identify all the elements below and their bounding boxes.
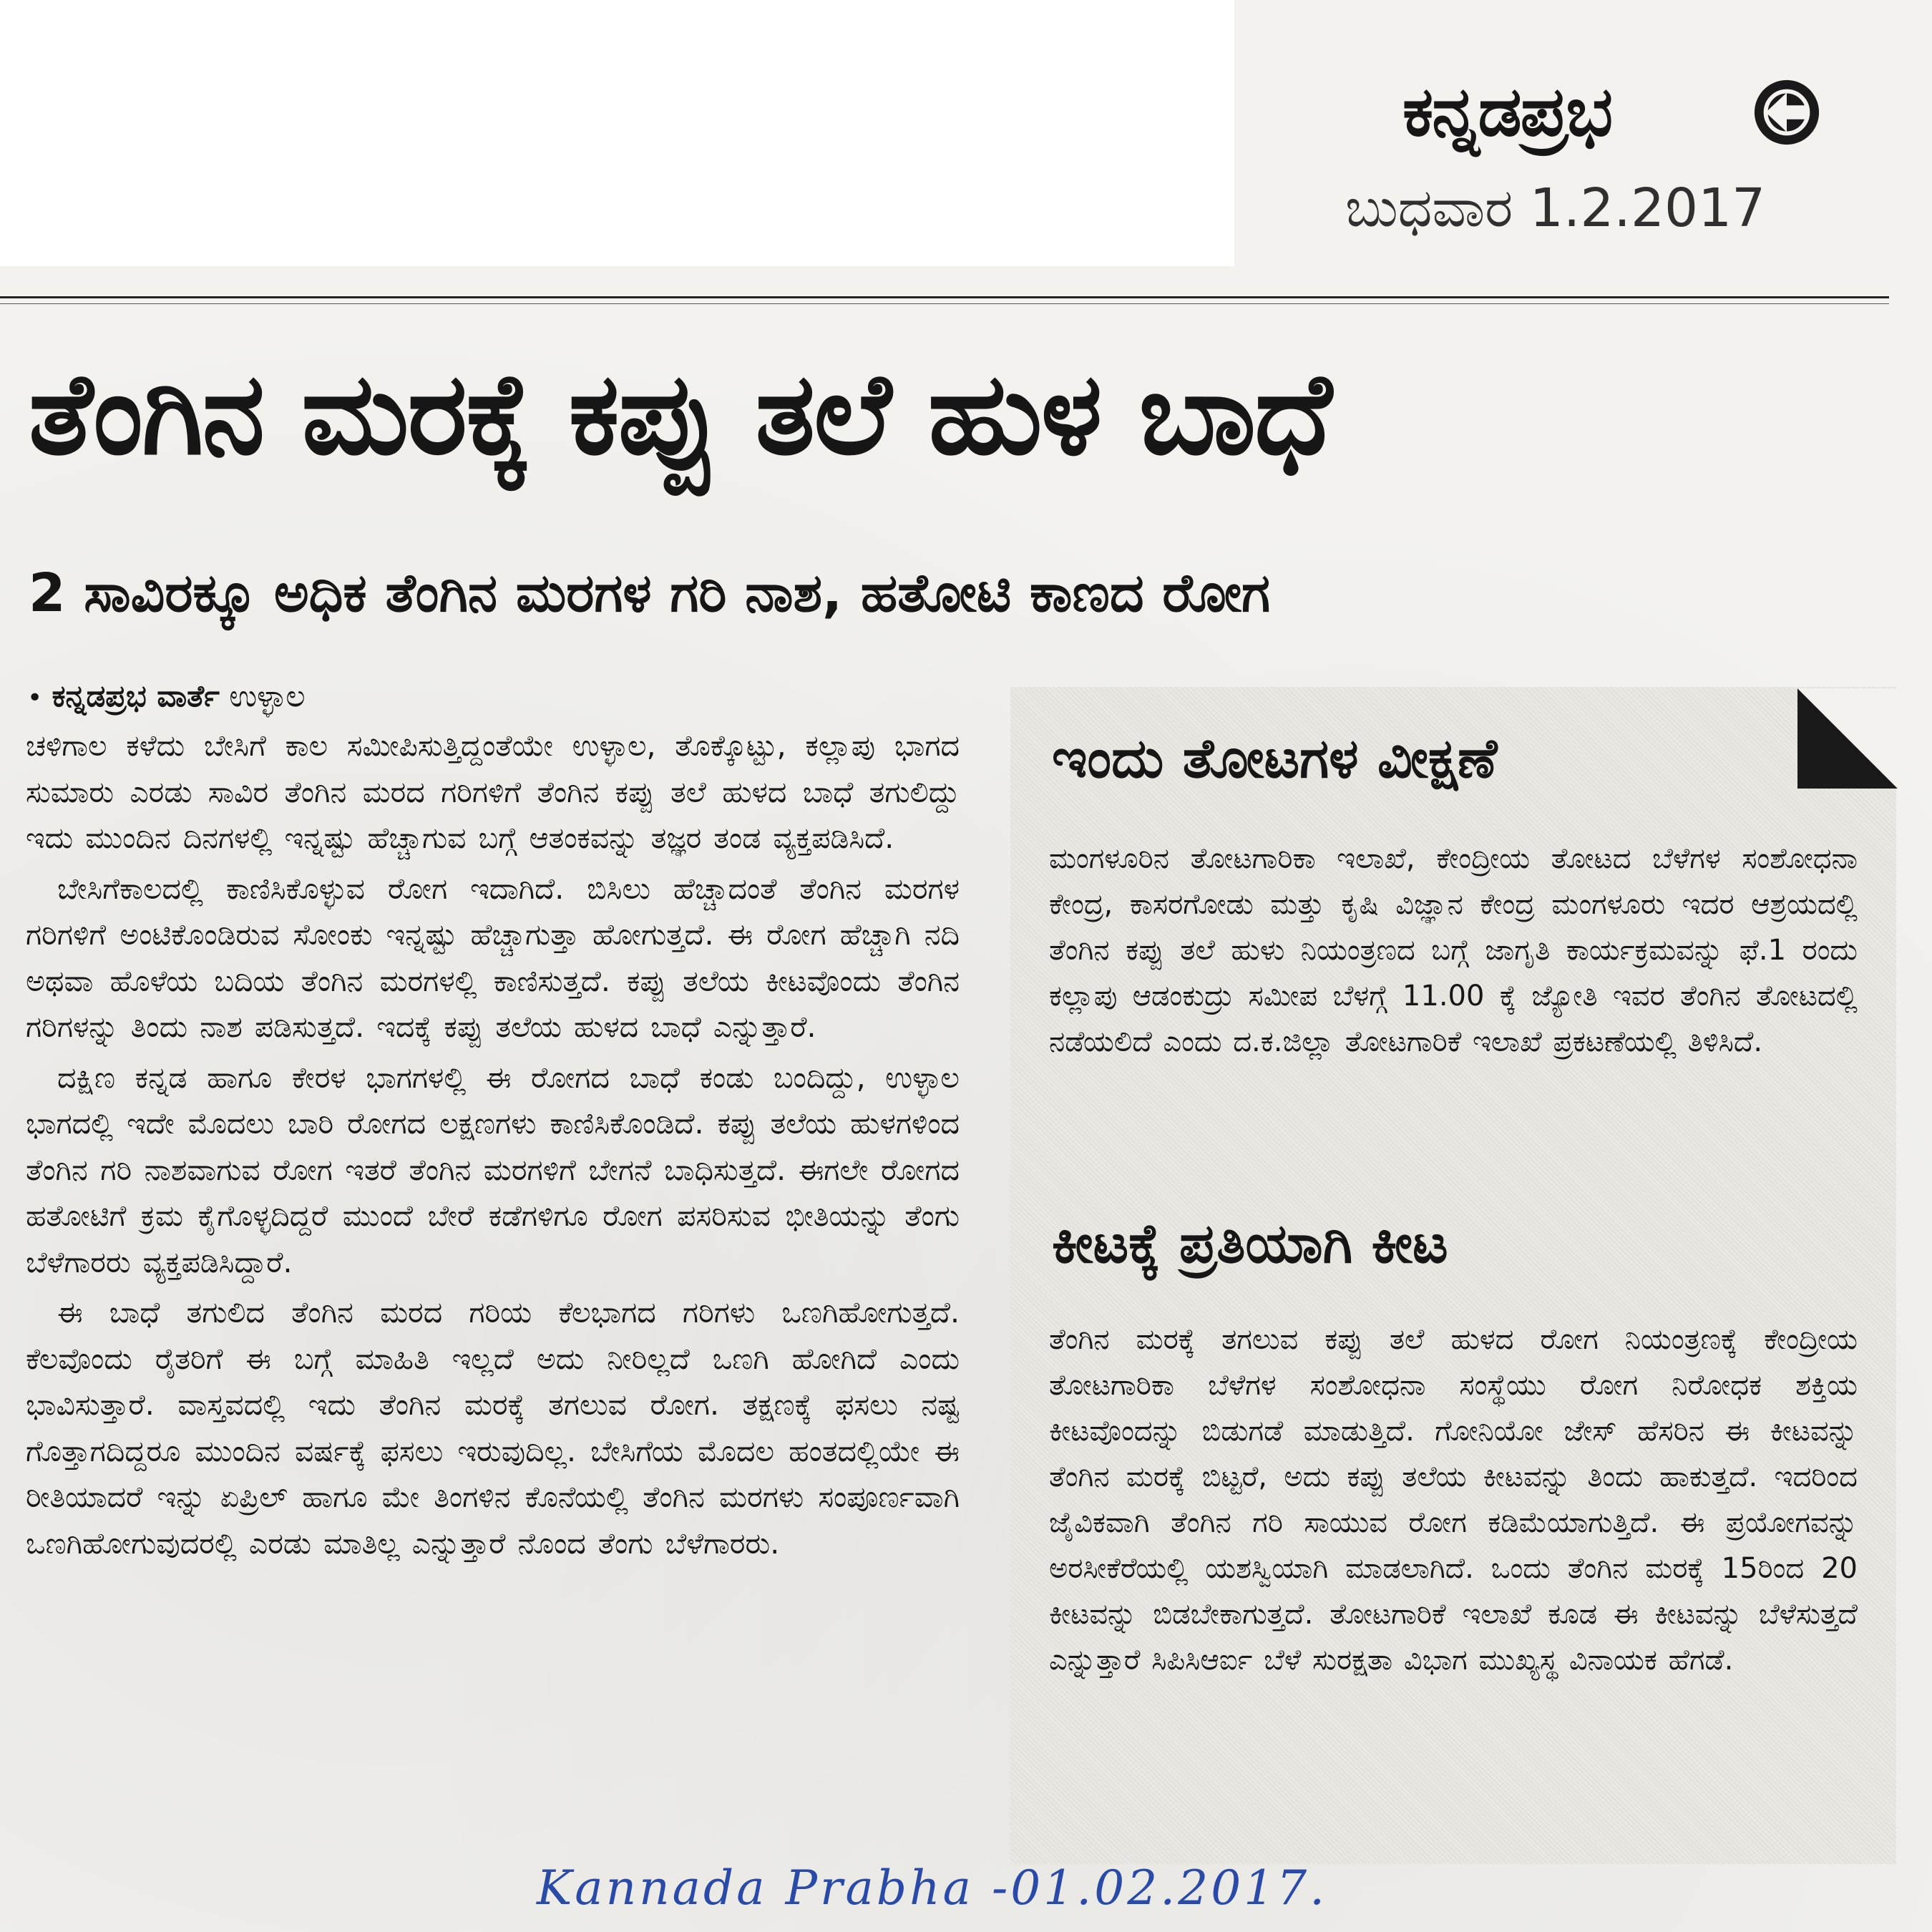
subheadline: 2 ಸಾವಿರಕ್ಕೂ ಅಧಿಕ ತೆಂಗಿನ ಮರಗಳ ಗರಿ ನಾಶ, ಹತೋಟಿ ಕಾಣದ ರೋಗ: [29, 562, 1271, 624]
sidebar-heading-biocontrol: ಕೀಟಕ್ಕೆ ಪ್ರತಿಯಾಗಿ ಕೀಟ: [1052, 1211, 1448, 1275]
article-paragraph: ದಕ್ಷಿಣ ಕನ್ನಡ ಹಾಗೂ ಕೇರಳ ಭಾಗಗಳಲ್ಲಿ ಈ ರೋಗದ ಬಾಧೆ ಕಂಡು ಬಂದಿದ್ದು, ಉಳ್ಳಾಲ ಭಾಗದಲ್ಲಿ ಇದೇ ಮೊದಲು ಬಾರಿ ರೋಗದ ಲಕ್ಷಣಗಳು ಕಾಣಿಸಿಕೊಂಡಿದೆ. ಕಪ್ಪು ತಲೆಯ ಹುಳಗಳಿಂದ ತೆಂಗಿನ ಗರಿ ನಾಶವಾಗುವ ರೋಗ ಇತರೆ ತೆಂಗಿನ ಮರಗಳಿಗೆ ಬೇಗನೆ ಬಾಧಿಸುತ್ತದೆ. ಈಗಲೇ ರೋಗದ ಹತೋಟಿಗೆ ಕ್ರಮ ಕೈಗೊಳ್ಳದಿದ್ದರೆ ಮುಂದೆ ಬೇರೆ ಕಡೆಗಳಿಗೂ ರೋಗ ಪಸರಿಸುವ ಭೀತಿಯನ್ನು ತೆಂಗು ಬೆಳೆಗಾರರು ವ್ಯಕ್ತಪಡಿಸಿದ್ದಾರೆ.: [26, 1060, 960, 1279]
divider: [0, 296, 1889, 298]
article-paragraph: ಈ ಬಾಧೆ ತಗುಲಿದ ತೆಂಗಿನ ಮರದ ಗರಿಯ ಕೆಲಭಾಗದ ಗರಿಗಳು ಒಣಗಿಹೋಗುತ್ತದೆ. ಕೆಲವೊಂದು ರೈತರಿಗೆ ಈ ಬಗ್ಗೆ ಮಾಹಿತಿ ಇಲ್ಲದೆ ಅದು ನೀರಿಲ್ಲದೆ ಒಣಗಿ ಹೋಗಿದೆ ಎಂದು ಭಾವಿಸುತ್ತಾರೆ. ವಾಸ್ತವದಲ್ಲಿ ಇದು ತೆಂಗಿನ ಮರಕ್ಕೆ ತಗಲುವ ರೋಗ. ತಕ್ಷಣಕ್ಕೆ ಫಸಲು ನಷ್ಟ ಗೊತ್ತಾಗದಿದ್ದರೂ ಮುಂದಿನ ವರ್ಷಕ್ಕೆ ಫಸಲು ಇರುವುದಿಲ್ಲ. ಬೇಸಿಗೆಯ ಮೊದಲ ಹಂತದಲ್ಲಿಯೇ ಈ ರೀತಿಯಾದರೆ ಇನ್ನು ಏಪ್ರಿಲ್ ಹಾಗೂ ಮೇ ತಿಂಗಳಿನ ಕೊನೆಯಲ್ಲಿ ತೆಂಗಿನ ಮರಗಳು ಸಂಪೂರ್ಣವಾಗಿ ಒಣಗಿಹೋಗುವುದರಲ್ಲಿ ಎರಡು ಮಾತಿಲ್ಲ ಎನ್ನುತ್ತಾರೆ ನೊಂದ ತೆಂಗು ಬೆಳೆಗಾರರು.: [26, 1295, 960, 1561]
sidebar-heading-inspection: ಇಂದು ತೋಟಗಳ ವೀಕ್ಷಣೆ: [1052, 726, 1498, 790]
byline-bullet: •: [27, 683, 43, 713]
article-paragraph: ಬೇಸಿಗೆಕಾಲದಲ್ಲಿ ಕಾಣಿಸಿಕೊಳ್ಳುವ ರೋಗ ಇದಾಗಿದೆ. ಬಿಸಿಲು ಹೆಚ್ಚಾದಂತೆ ತೆಂಗಿನ ಮರಗಳ ಗರಿಗಳಿಗೆ ಅಂಟಿಕೊಂಡಿರುವ ಸೋಂಕು ಇನ್ನಷ್ಟು ಹೆಚ್ಚಾಗುತ್ತಾ ಹೋಗುತ್ತದೆ. ಈ ರೋಗ ಹೆಚ್ಚಾಗಿ ನದಿ ಅಥವಾ ಹೊಳೆಯ ಬದಿಯ ತೆಂಗಿನ ಮರಗಳಲ್ಲಿ ಕಾಣಿಸುತ್ತದೆ. ಕಪ್ಪು ತಲೆಯ ಕೀಟವೊಂದು ತೆಂಗಿನ ಗರಿಗಳನ್ನು ತಿಂದು ನಾಶ ಪಡಿಸುತ್ತದೆ. ಇದಕ್ಕೆ ಕಪ್ಪು ತಲೆಯ ಹುಳದ ಬಾಧೆ ಎನ್ನುತ್ತಾರೆ.: [26, 871, 960, 1044]
masthead-logo: ಕನ್ನಡಪ್ರಭ: [1402, 72, 1612, 152]
handwritten-date-note: Kannada Prabha -01.02.2017.: [537, 1860, 1328, 1916]
newspaper-emblem-icon: [1752, 77, 1822, 147]
byline-place: ಉಳ್ಳಾಲ: [229, 678, 306, 713]
article-body: [26, 723, 960, 1889]
byline-source: ಕನ್ನಡಪ್ರಭ ವಾರ್ತೆ: [52, 678, 220, 713]
headline: ತೆಂಗಿನ ಮರಕ್ಕೆ ಕಪ್ಪು ತಲೆ ಹುಳ ಬಾಧೆ: [29, 348, 1331, 480]
divider: [0, 303, 1889, 304]
byline: [27, 678, 306, 714]
sidebar-text-inspection: ಮಂಗಳೂರಿನ ತೋಟಗಾರಿಕಾ ಇಲಾಖೆ, ಕೇಂದ್ರೀಯ ತೋಟದ ಬೆಳೆಗಳ ಸಂಶೋಧನಾ ಕೇಂದ್ರ, ಕಾಸರಗೋಡು ಮತ್ತು ಕೃಷಿ ವಿಜ್ಞಾನ ಕೇಂದ್ರ ಮಂಗಳೂರು ಇದರ ಆಶ್ರಯದಲ್ಲಿ ತೆಂಗಿನ ಕಪ್ಪು ತಲೆ ಹುಳು ನಿಯಂತ್ರಣದ ಬಗ್ಗೆ ಜಾಗೃತಿ ಕಾರ್ಯಕ್ರಮವನ್ನು ಫೆ.1 ರಂದು ಕಲ್ಲಾಪು ಆಡಂಕುದ್ರು ಸಮೀಪ ಬೆಳಗ್ಗೆ 11.00 ಕ್ಕೆ ಜ್ಯೋತಿ ಇವರ ತೆಂಗಿನ ತೋಟದಲ್ಲಿ ನಡೆಯಲಿದೆ ಎಂದು ದ.ಕ.ಜಿಲ್ಲಾ ತೋಟಗಾರಿಕೆ ಇಲಾಖೆ ಪ್ರಕಟಣೆಯಲ್ಲಿ ತಿಳಿಸಿದೆ.: [1049, 842, 1858, 1058]
article-paragraph: ಚಳಿಗಾಲ ಕಳೆದು ಬೇಸಿಗೆ ಕಾಲ ಸಮೀಪಿಸುತ್ತಿದ್ದಂತೆಯೇ ಉಳ್ಳಾಲ, ತೊಕ್ಕೊಟ್ಟು, ಕಲ್ಲಾಪು ಭಾಗದ ಸುಮಾರು ಎರಡು ಸಾವಿರ ತೆಂಗಿನ ಮರದ ಗರಿಗಳಿಗೆ ತೆಂಗಿನ ಕಪ್ಪು ತಲೆ ಹುಳದ ಬಾಧೆ ತಗುಲಿದ್ದು ಇದು ಮುಂದಿನ ದಿನಗಳಲ್ಲಿ ಇನ್ನಷ್ಟು ಹೆಚ್ಚಾಗುವ ಬಗ್ಗೆ ಆತಂಕವನ್ನು ತಜ್ಞರ ತಂಡ ವ್ಯಕ್ತಪಡಿಸಿದೆ.: [26, 728, 960, 855]
corner-triangle-icon: [1797, 688, 1898, 789]
sidebar-text-biocontrol: ತೆಂಗಿನ ಮರಕ್ಕೆ ತಗಲುವ ಕಪ್ಪು ತಲೆ ಹುಳದ ರೋಗ ನಿಯಂತ್ರಣಕ್ಕೆ ಕೇಂದ್ರೀಯ ತೋಟಗಾರಿಕಾ ಬೆಳೆಗಳ ಸಂಶೋಧನಾ ಸಂಸ್ಥೆಯು ರೋಗ ನಿರೋಧಕ ಶಕ್ತಿಯ ಕೀಟವೊಂದನ್ನು ಬಿಡುಗಡೆ ಮಾಡುತ್ತಿದೆ. ಗೋನಿಯೋ ಜೇಸ್ ಹೆಸರಿನ ಈ ಕೀಟವನ್ನು ತೆಂಗಿನ ಮರಕ್ಕೆ ಬಿಟ್ಟರೆ, ಅದು ಕಪ್ಪು ತಲೆಯ ಕೀಟವನ್ನು ತಿಂದು ಹಾಕುತ್ತದೆ. ಇದರಿಂದ ಜೈವಿಕವಾಗಿ ತೆಂಗಿನ ಗರಿ ಸಾಯುವ ರೋಗ ಕಡಿಮೆಯಾಗುತ್ತಿದೆ. ಈ ಪ್ರಯೋಗವನ್ನು ಅರಸೀಕೆರೆಯಲ್ಲಿ ಯಶಸ್ವಿಯಾಗಿ ಮಾಡಲಾಗಿದೆ. ಒಂದು ತೆಂಗಿನ ಮರಕ್ಕೆ 15ರಿಂದ 20 ಕೀಟವನ್ನು ಬಿಡಬೇಕಾಗುತ್ತದೆ. ತೋಟಗಾರಿಕೆ ಇಲಾಖೆ ಕೂಡ ಈ ಕೀಟವನ್ನು ಬೆಳೆಸುತ್ತದೆ ಎನ್ನುತ್ತಾರೆ ಸಿಪಿಸಿಆರ್ಐ ಬೆಳೆ ಸುರಕ್ಷತಾ ವಿಭಾಗ ಮುಖ್ಯಸ್ಥ ವಿನಾಯಕ ಹೆಗಡೆ.: [1049, 1323, 1858, 1677]
publication-date: ಬುಧವಾರ 1.2.2017: [1345, 177, 1766, 239]
blank-area: [0, 0, 1234, 266]
